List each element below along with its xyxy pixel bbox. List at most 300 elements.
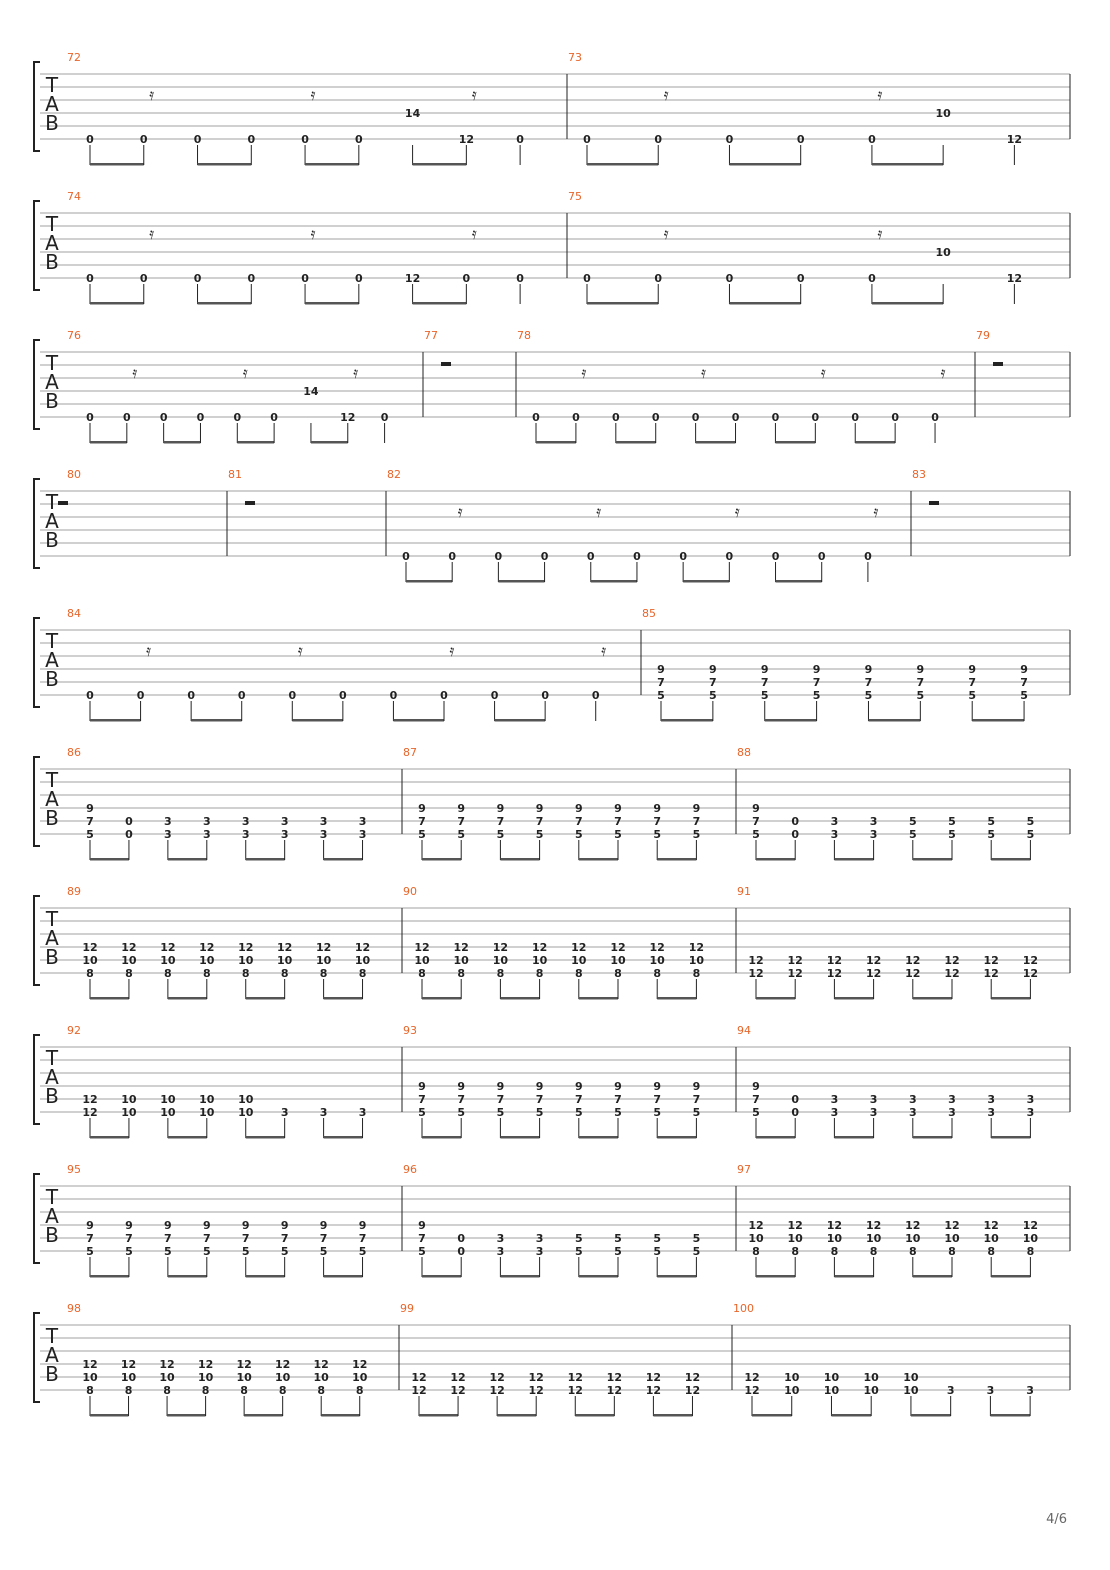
system-bracket — [34, 1035, 40, 1124]
measure-number: 98 — [67, 1302, 81, 1315]
fret-number: 5 — [574, 1106, 583, 1119]
fret-number: 3 — [946, 1384, 955, 1397]
note-beam — [90, 302, 144, 305]
fret-number: 12 — [492, 941, 509, 954]
sixteenth-rest: 𝄿 — [596, 502, 602, 521]
fret-number: 3 — [986, 1384, 995, 1397]
fret-number: 12 — [905, 967, 921, 980]
note-beam — [500, 1136, 539, 1139]
note-beam — [422, 1136, 461, 1139]
fret-number: 5 — [535, 1106, 544, 1119]
fret-number: 3 — [987, 1106, 996, 1119]
fret-number: 12 — [983, 1219, 999, 1232]
fret-number: 9 — [535, 802, 544, 815]
fret-number: 5 — [535, 828, 544, 841]
fret-number: 0 — [139, 133, 148, 146]
fret-number: 0 — [233, 411, 242, 424]
fret-number: 9 — [457, 802, 466, 815]
fret-number: 0 — [402, 550, 410, 563]
sixteenth-rest: 𝄿 — [820, 363, 826, 382]
fret-number: 0 — [591, 689, 600, 702]
note-beam — [198, 163, 252, 166]
fret-number: 8 — [908, 1245, 917, 1258]
fret-number: 12 — [1006, 133, 1023, 146]
sixteenth-rest: 𝄿 — [310, 224, 316, 243]
fret-number: 5 — [1026, 828, 1035, 841]
fret-number: 5 — [653, 1245, 662, 1258]
sixteenth-rest: 𝄿 — [242, 363, 248, 382]
fret-number: 3 — [202, 828, 211, 841]
fret-number: 12 — [610, 941, 626, 954]
note-beam — [321, 1414, 360, 1417]
fret-number: 7 — [535, 1093, 544, 1106]
fret-number: 10 — [121, 954, 137, 967]
fret-number: 12 — [748, 1219, 764, 1232]
tab-clef-letter: B — [45, 1084, 59, 1108]
measure-number: 89 — [67, 885, 81, 898]
fret-number: 10 — [275, 1371, 291, 1384]
fret-number: 9 — [657, 663, 665, 676]
fret-number: 0 — [86, 272, 94, 285]
fret-number: 10 — [903, 1384, 919, 1397]
note-beam — [324, 1136, 363, 1139]
measure-number: 81 — [228, 468, 242, 481]
fret-number: 7 — [457, 1093, 466, 1106]
fret-number: 12 — [905, 954, 921, 967]
fret-number: 12 — [944, 967, 960, 980]
note-beam — [683, 580, 729, 583]
fret-number: 9 — [916, 663, 925, 676]
fret-number: 10 — [863, 1371, 879, 1384]
tab-clef-letter: T — [45, 629, 59, 653]
fret-number: 7 — [574, 1093, 583, 1106]
sixteenth-rest: 𝄿 — [940, 363, 946, 382]
fret-number: 5 — [864, 689, 873, 702]
fret-number: 5 — [653, 1232, 662, 1245]
fret-number: 10 — [352, 1371, 368, 1384]
sixteenth-rest: 𝄿 — [471, 85, 477, 104]
sixteenth-rest: 𝄿 — [873, 502, 879, 521]
fret-number: 7 — [86, 815, 94, 828]
fret-number: 9 — [496, 802, 505, 815]
note-beam — [90, 441, 127, 444]
measure-number: 91 — [737, 885, 751, 898]
fret-number: 8 — [280, 967, 289, 980]
note-beam — [991, 997, 1030, 1000]
fret-number: 8 — [201, 1384, 210, 1397]
note-beam — [587, 163, 658, 166]
sixteenth-rest: 𝄿 — [297, 641, 303, 660]
fret-number: 8 — [241, 967, 250, 980]
fret-number: 7 — [574, 815, 583, 828]
measure-number: 85 — [642, 607, 656, 620]
fret-number: 12 — [120, 1358, 137, 1371]
fret-number: 5 — [614, 1232, 622, 1245]
whole-rest — [993, 362, 1003, 366]
fret-number: 10 — [823, 1371, 840, 1384]
note-beam — [90, 163, 144, 166]
fret-number: 9 — [1020, 663, 1028, 676]
fret-number: 5 — [614, 1245, 622, 1258]
fret-number: 12 — [1006, 272, 1023, 285]
fret-number: 5 — [1020, 689, 1028, 702]
note-beam — [311, 441, 348, 444]
fret-number: 3 — [535, 1245, 544, 1258]
fret-number: 12 — [748, 967, 764, 980]
note-beam — [579, 997, 618, 1000]
fret-number: 8 — [163, 1384, 171, 1397]
fret-number: 7 — [657, 676, 665, 689]
fret-number: 0 — [817, 550, 826, 563]
note-beam — [765, 719, 817, 722]
measure-number: 90 — [403, 885, 417, 898]
fret-number: 12 — [787, 954, 803, 967]
fret-number: 3 — [1026, 1384, 1034, 1397]
fret-number: 0 — [86, 689, 94, 702]
sixteenth-rest: 𝄿 — [457, 502, 463, 521]
sixteenth-rest: 𝄿 — [146, 641, 152, 660]
sixteenth-rest: 𝄿 — [581, 363, 587, 382]
fret-number: 0 — [247, 133, 256, 146]
fret-number: 12 — [744, 1371, 760, 1384]
fret-number: 10 — [354, 954, 371, 967]
sixteenth-rest: 𝄿 — [701, 363, 707, 382]
fret-number: 12 — [236, 1358, 252, 1371]
fret-number: 0 — [731, 411, 740, 424]
fret-number: 0 — [457, 1245, 466, 1258]
note-beam — [775, 441, 815, 444]
fret-number: 9 — [692, 1080, 701, 1093]
fret-number: 5 — [709, 689, 717, 702]
fret-number: 3 — [830, 815, 839, 828]
note-beam — [756, 1275, 795, 1278]
note-beam — [419, 1414, 458, 1417]
fret-number: 0 — [440, 689, 448, 702]
fret-number: 0 — [196, 411, 205, 424]
note-beam — [872, 163, 943, 166]
fret-number: 5 — [760, 689, 769, 702]
note-beam — [500, 997, 539, 1000]
note-beam — [237, 441, 274, 444]
fret-number: 12 — [571, 941, 587, 954]
sixteenth-rest: 𝄿 — [149, 224, 155, 243]
measure-number: 100 — [733, 1302, 754, 1315]
fret-number: 12 — [352, 1358, 368, 1371]
fret-number: 0 — [122, 411, 131, 424]
note-beam — [495, 719, 546, 722]
fret-number: 12 — [528, 1384, 544, 1397]
note-beam — [756, 997, 795, 1000]
fret-number: 10 — [82, 1371, 98, 1384]
note-beam — [575, 1414, 614, 1417]
fret-number: 3 — [535, 1232, 544, 1245]
fret-number: 7 — [164, 1232, 172, 1245]
fret-number: 3 — [948, 1093, 956, 1106]
fret-number: 12 — [865, 967, 882, 980]
fret-number: 12 — [458, 133, 475, 146]
fret-number: 10 — [863, 1384, 879, 1397]
tab-clef-letter: T — [45, 212, 59, 236]
note-beam — [498, 580, 544, 583]
note-beam — [752, 1414, 792, 1417]
fret-number: 3 — [358, 1106, 367, 1119]
note-beam — [422, 1275, 461, 1278]
note-beam — [657, 997, 696, 1000]
fret-number: 12 — [865, 954, 882, 967]
fret-number: 5 — [241, 1245, 250, 1258]
fret-number: 9 — [358, 1219, 367, 1232]
measure-number: 94 — [737, 1024, 751, 1037]
tab-clef-letter: A — [45, 1343, 59, 1367]
fret-number: 8 — [987, 1245, 996, 1258]
tab-clef-letter: A — [45, 1204, 59, 1228]
fret-number: 0 — [586, 550, 595, 563]
note-beam — [872, 302, 943, 305]
fret-number: 0 — [891, 411, 899, 424]
fret-number: 14 — [404, 107, 421, 120]
note-beam — [834, 1275, 873, 1278]
tab-clef-letter: T — [45, 1324, 59, 1348]
note-beam — [324, 858, 363, 861]
fret-number: 10 — [610, 954, 626, 967]
note-beam — [305, 302, 359, 305]
tab-clef-letter: B — [45, 806, 59, 830]
fret-number: 8 — [124, 1384, 133, 1397]
fret-number: 12 — [606, 1384, 622, 1397]
system-bracket — [34, 896, 40, 985]
tab-clef-letter: B — [45, 1362, 59, 1386]
fret-number: 10 — [238, 1106, 254, 1119]
fret-number: 0 — [583, 272, 591, 285]
fret-number: 5 — [574, 1232, 583, 1245]
note-beam — [244, 1414, 283, 1417]
fret-number: 10 — [82, 954, 98, 967]
fret-number: 5 — [496, 1106, 505, 1119]
system-bracket — [34, 1174, 40, 1263]
fret-number: 8 — [869, 1245, 878, 1258]
fret-number: 12 — [528, 1371, 544, 1384]
fret-number: 9 — [614, 1080, 622, 1093]
fret-number: 12 — [160, 941, 176, 954]
measure-number: 95 — [67, 1163, 81, 1176]
fret-number: 7 — [457, 815, 466, 828]
measure-number: 88 — [737, 746, 751, 759]
fret-number: 9 — [692, 802, 701, 815]
fret-number: 7 — [1020, 676, 1028, 689]
fret-number: 12 — [826, 954, 843, 967]
fret-number: 7 — [418, 1232, 426, 1245]
fret-number: 9 — [968, 663, 977, 676]
sixteenth-rest: 𝄿 — [310, 85, 316, 104]
fret-number: 9 — [653, 1080, 662, 1093]
fret-number: 12 — [826, 1219, 843, 1232]
fret-number: 0 — [791, 1106, 800, 1119]
fret-number: 7 — [280, 1232, 289, 1245]
fret-number: 5 — [752, 828, 760, 841]
note-beam — [913, 1275, 952, 1278]
fret-number: 0 — [193, 272, 202, 285]
sixteenth-rest: 𝄿 — [734, 502, 740, 521]
fret-number: 0 — [139, 272, 148, 285]
fret-number: 5 — [657, 689, 665, 702]
fret-number: 14 — [303, 385, 319, 398]
fret-number: 8 — [317, 1384, 326, 1397]
fret-number: 9 — [280, 1219, 289, 1232]
fret-number: 9 — [125, 1219, 133, 1232]
fret-number: 7 — [916, 676, 925, 689]
note-beam — [579, 1275, 618, 1278]
fret-number: 12 — [404, 272, 421, 285]
fret-number: 0 — [159, 411, 168, 424]
fret-number: 10 — [865, 1232, 882, 1245]
note-beam — [756, 1136, 795, 1139]
fret-number: 10 — [935, 246, 951, 259]
fret-number: 5 — [653, 828, 662, 841]
note-beam — [90, 1275, 129, 1278]
tab-clef-letter: T — [45, 1046, 59, 1070]
fret-number: 9 — [202, 1219, 211, 1232]
fret-number: 10 — [199, 1093, 215, 1106]
measure-number: 82 — [387, 468, 401, 481]
fret-number: 10 — [159, 1371, 175, 1384]
fret-number: 10 — [935, 107, 951, 120]
note-beam — [198, 302, 252, 305]
fret-number: 0 — [86, 133, 94, 146]
fret-number: 0 — [448, 550, 457, 563]
fret-number: 10 — [315, 954, 332, 967]
note-beam — [90, 1414, 129, 1417]
note-beam — [653, 1414, 692, 1417]
fret-number: 10 — [826, 1232, 843, 1245]
fret-number: 5 — [614, 828, 622, 841]
measure-number: 97 — [737, 1163, 751, 1176]
fret-number: 8 — [791, 1245, 800, 1258]
fret-number: 3 — [869, 815, 878, 828]
fret-number: 8 — [86, 967, 94, 980]
fret-number: 12 — [645, 1384, 662, 1397]
note-beam — [500, 1275, 539, 1278]
fret-number: 8 — [496, 967, 505, 980]
fret-number: 0 — [725, 550, 734, 563]
note-beam — [696, 441, 736, 444]
note-beam — [855, 441, 895, 444]
fret-number: 10 — [197, 1371, 214, 1384]
fret-number: 12 — [567, 1371, 583, 1384]
fret-number: 10 — [784, 1371, 800, 1384]
measure-number: 86 — [67, 746, 81, 759]
fret-number: 5 — [418, 1245, 426, 1258]
tab-clef-letter: T — [45, 73, 59, 97]
fret-number: 0 — [654, 272, 663, 285]
fret-number: 10 — [238, 1093, 254, 1106]
fret-number: 5 — [692, 1232, 701, 1245]
fret-number: 10 — [199, 1106, 215, 1119]
fret-number: 7 — [752, 1093, 760, 1106]
note-beam — [776, 580, 822, 583]
fret-number: 10 — [748, 1232, 764, 1245]
fret-number: 12 — [748, 954, 764, 967]
fret-number: 0 — [462, 272, 471, 285]
system-bracket — [34, 479, 40, 568]
fret-number: 7 — [418, 1093, 426, 1106]
tab-clef-letter: A — [45, 648, 59, 672]
note-beam — [991, 858, 1030, 861]
fret-number: 12 — [489, 1371, 505, 1384]
fret-number: 8 — [457, 967, 466, 980]
measure-number: 99 — [400, 1302, 414, 1315]
tab-clef-letter: A — [45, 370, 59, 394]
fret-number: 10 — [238, 954, 254, 967]
fret-number: 3 — [319, 815, 328, 828]
fret-number: 12 — [688, 941, 705, 954]
note-beam — [579, 858, 618, 861]
fret-number: 3 — [241, 828, 250, 841]
fret-number: 12 — [944, 954, 960, 967]
fret-number: 8 — [1026, 1245, 1035, 1258]
note-beam — [90, 1136, 129, 1139]
tab-clef-letter: B — [45, 667, 59, 691]
fret-number: 10 — [784, 1384, 800, 1397]
measure-number: 87 — [403, 746, 417, 759]
fret-number: 10 — [313, 1371, 329, 1384]
fret-number: 5 — [86, 828, 94, 841]
fret-number: 8 — [574, 967, 583, 980]
fret-number: 5 — [164, 1245, 172, 1258]
fret-number: 10 — [492, 954, 509, 967]
fret-number: 12 — [121, 941, 137, 954]
fret-number: 3 — [1026, 1093, 1035, 1106]
fret-number: 3 — [496, 1245, 505, 1258]
fret-number: 3 — [908, 1106, 917, 1119]
fret-number: 7 — [418, 815, 426, 828]
fret-number: 5 — [692, 1106, 701, 1119]
note-beam — [246, 858, 285, 861]
fret-number: 0 — [288, 689, 297, 702]
fret-number: 12 — [313, 1358, 329, 1371]
fret-number: 7 — [968, 676, 977, 689]
fret-number: 8 — [692, 967, 701, 980]
fret-number: 7 — [319, 1232, 328, 1245]
note-beam — [834, 997, 873, 1000]
fret-number: 8 — [355, 1384, 364, 1397]
note-beam — [616, 441, 656, 444]
fret-number: 12 — [1022, 1219, 1039, 1232]
fret-number: 9 — [241, 1219, 250, 1232]
fret-number: 7 — [202, 1232, 211, 1245]
fret-number: 0 — [237, 689, 246, 702]
sixteenth-rest: 𝄿 — [149, 85, 155, 104]
fret-number: 12 — [197, 1358, 214, 1371]
note-beam — [831, 1414, 871, 1417]
note-beam — [972, 719, 1024, 722]
fret-number: 12 — [787, 967, 803, 980]
fret-number: 9 — [760, 663, 769, 676]
fret-number: 7 — [535, 815, 544, 828]
note-beam — [167, 1414, 206, 1417]
tab-clef-letter: B — [45, 250, 59, 274]
sixteenth-rest: 𝄿 — [601, 641, 607, 660]
note-beam — [834, 1136, 873, 1139]
fret-number: 0 — [457, 1232, 466, 1245]
fret-number: 12 — [453, 941, 469, 954]
fret-number: 10 — [120, 1371, 137, 1384]
note-beam — [168, 858, 207, 861]
tab-clef-letter: A — [45, 231, 59, 255]
fret-number: 10 — [121, 1093, 137, 1106]
fret-number: 10 — [571, 954, 587, 967]
fret-number: 12 — [82, 941, 98, 954]
note-beam — [90, 719, 141, 722]
